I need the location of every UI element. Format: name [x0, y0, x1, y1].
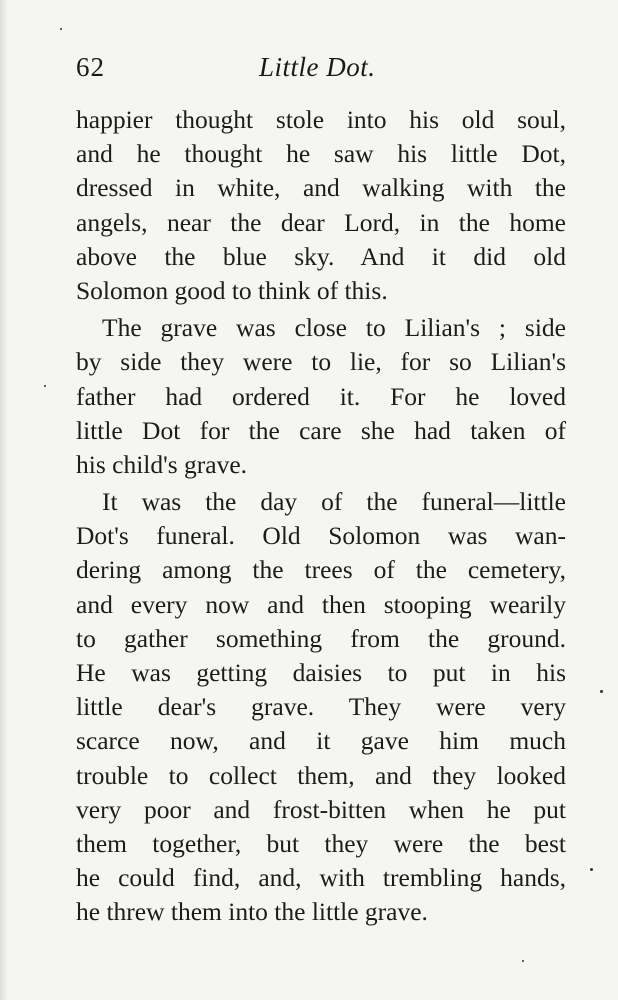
text-line: above the blue sky. And it did old	[76, 241, 566, 271]
text-line: Dot's funeral. Old Solomon was wan-	[76, 521, 566, 551]
text-line: He was getting daisies to put in his	[76, 658, 566, 687]
text-line: dering among the trees of the cemetery,	[76, 555, 566, 585]
text-line: his child's grave.	[76, 449, 248, 479]
text-line: little dear's grave. They were very	[76, 692, 566, 722]
text-line: to gather something from the ground.	[76, 623, 566, 653]
text-line: and he thought he saw his little Dot,	[76, 139, 566, 169]
text-line: Solomon good to think of this.	[76, 275, 388, 305]
text-line: by side they were to lie, for so Lilian's	[76, 347, 566, 377]
text-line: angels, near the dear Lord, in the home	[76, 207, 566, 237]
running-title: Little Dot.	[259, 52, 376, 82]
print-speck	[44, 385, 46, 387]
print-speck	[600, 690, 603, 693]
text-line: father had ordered it. For he loved	[76, 381, 566, 411]
print-speck	[60, 28, 62, 30]
text-line: The grave was close to Lilian's ; side	[102, 313, 566, 343]
page-edge-shadow	[0, 0, 8, 1000]
text-line: very poor and frost-bitten when he put	[76, 794, 566, 824]
page-number: 62	[76, 52, 105, 82]
text-line: happier thought stole into his old soul,	[76, 105, 566, 134]
body-text	[76, 103, 566, 930]
print-speck	[590, 868, 593, 871]
page-header	[76, 52, 566, 92]
text-line: them together, but they were the best	[76, 828, 566, 858]
text-line: little Dot for the care she had taken of	[76, 415, 566, 445]
text-line: dressed in white, and walking with the	[76, 173, 566, 203]
print-speck	[522, 960, 524, 962]
text-line: trouble to collect them, and they looked	[76, 760, 566, 790]
text-line: he threw them into the little grave.	[76, 897, 428, 927]
text-line: scarce now, and it gave him much	[76, 726, 566, 756]
text-line: It was the day of the funeral—little	[102, 487, 566, 517]
text-line: and every now and then stooping wearily	[76, 589, 566, 619]
text-line: he could find, and, with trembling hands,	[76, 863, 566, 893]
